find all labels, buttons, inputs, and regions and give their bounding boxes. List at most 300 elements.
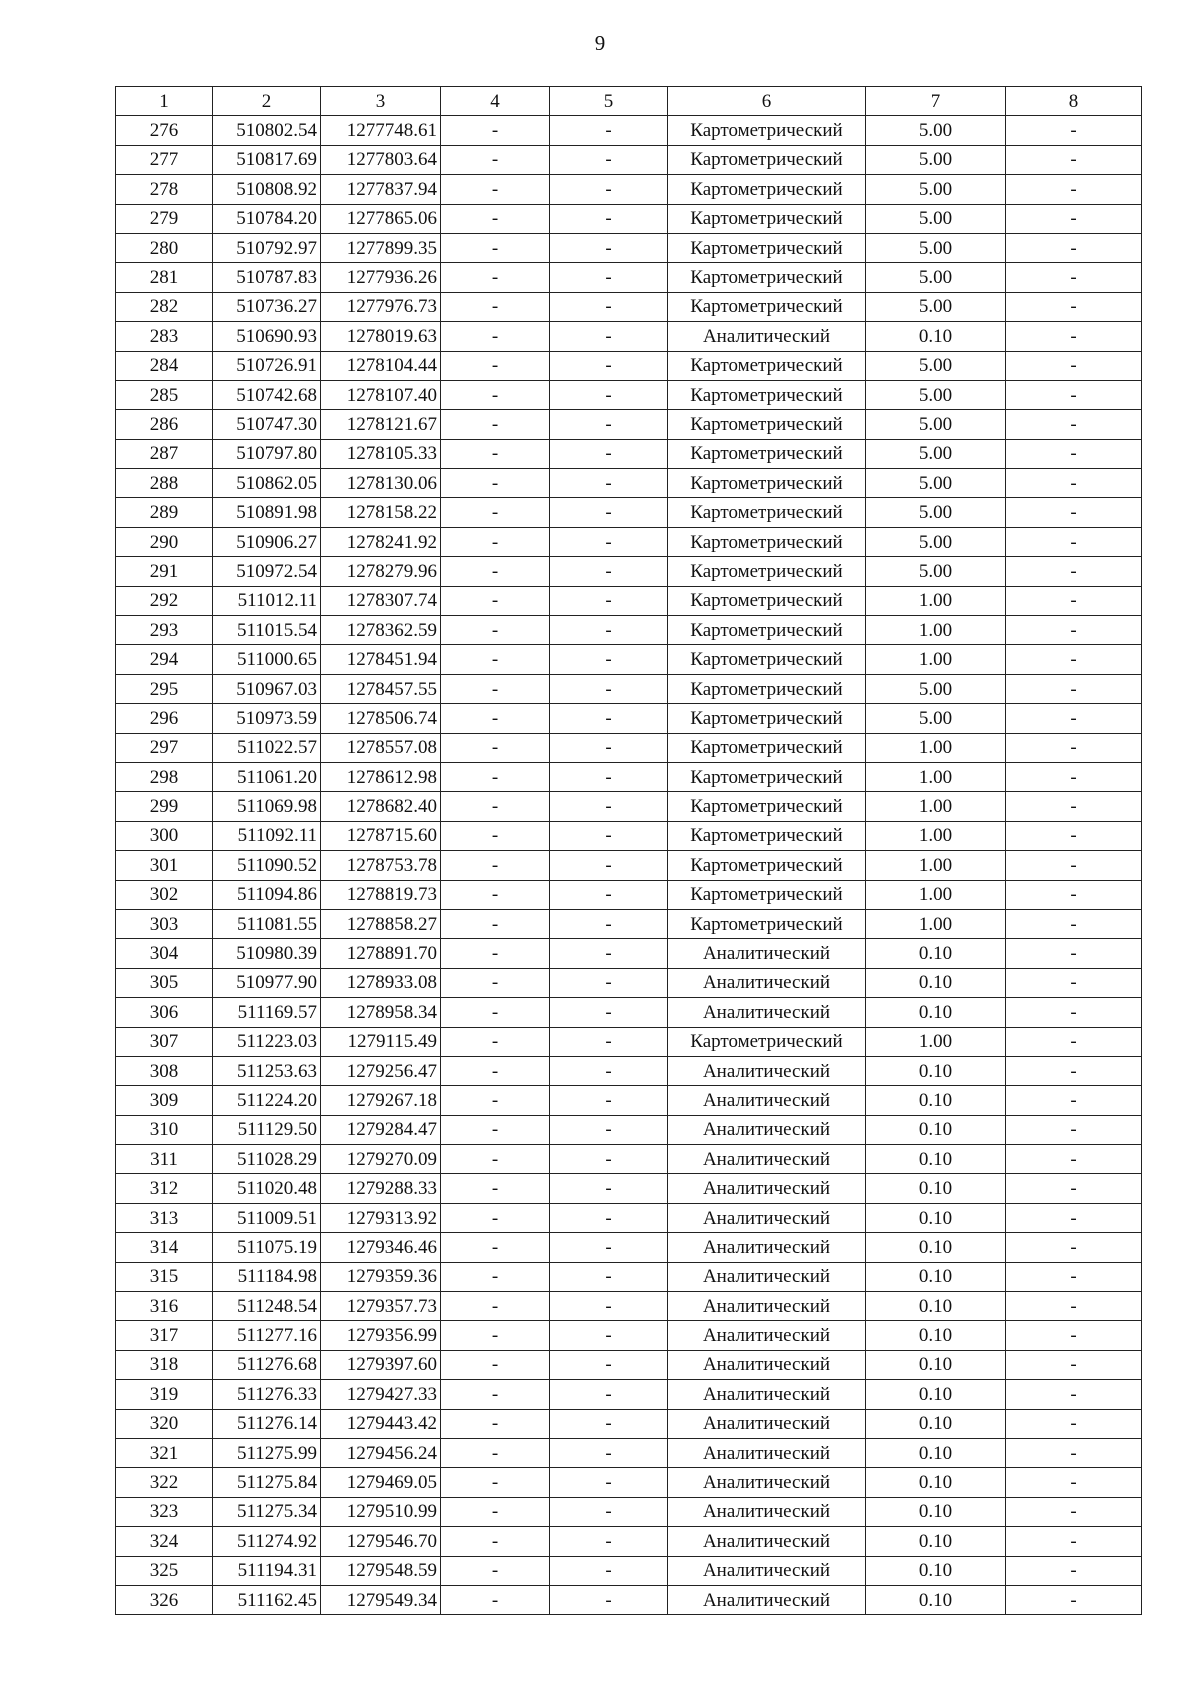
cell-col-1: 312: [116, 1174, 213, 1203]
cell-col-7: 5.00: [866, 233, 1006, 262]
cell-col-1: 320: [116, 1409, 213, 1438]
cell-col-6: Аналитический: [668, 1468, 866, 1497]
cell-col-6: Картометрический: [668, 704, 866, 733]
cell-col-1: 276: [116, 116, 213, 145]
cell-col-3: 1279443.42: [321, 1409, 441, 1438]
cell-col-8: -: [1006, 939, 1142, 968]
cell-col-1: 285: [116, 380, 213, 409]
cell-col-4: -: [441, 204, 550, 233]
cell-col-8: -: [1006, 1321, 1142, 1350]
cell-col-4: -: [441, 616, 550, 645]
cell-col-5: -: [550, 968, 668, 997]
cell-col-1: 299: [116, 792, 213, 821]
cell-col-2: 510690.93: [213, 322, 321, 351]
cell-col-1: 297: [116, 733, 213, 762]
table-row: [116, 263, 1142, 292]
column-header-7: 7: [866, 87, 1006, 116]
cell-col-1: 279: [116, 204, 213, 233]
cell-col-7: 0.10: [866, 1350, 1006, 1379]
cell-col-1: 319: [116, 1380, 213, 1409]
cell-col-1: 294: [116, 645, 213, 674]
cell-col-4: -: [441, 263, 550, 292]
cell-col-6: Картометрический: [668, 557, 866, 586]
cell-col-2: 510973.59: [213, 704, 321, 733]
cell-col-2: 511184.98: [213, 1262, 321, 1291]
cell-col-7: 1.00: [866, 880, 1006, 909]
cell-col-7: 0.10: [866, 1497, 1006, 1526]
cell-col-5: -: [550, 1321, 668, 1350]
cell-col-3: 1278107.40: [321, 380, 441, 409]
cell-col-2: 510808.92: [213, 175, 321, 204]
cell-col-2: 511223.03: [213, 1027, 321, 1056]
cell-col-7: 5.00: [866, 704, 1006, 733]
cell-col-7: 5.00: [866, 557, 1006, 586]
cell-col-4: -: [441, 968, 550, 997]
cell-col-2: 511224.20: [213, 1086, 321, 1115]
cell-col-4: -: [441, 1585, 550, 1614]
cell-col-5: -: [550, 1262, 668, 1291]
cell-col-7: 0.10: [866, 1056, 1006, 1085]
cell-col-8: -: [1006, 263, 1142, 292]
cell-col-2: 510977.90: [213, 968, 321, 997]
cell-col-8: -: [1006, 527, 1142, 556]
cell-col-6: Картометрический: [668, 880, 866, 909]
table-row: [116, 733, 1142, 762]
table-row: [116, 1027, 1142, 1056]
cell-col-2: 511090.52: [213, 851, 321, 880]
cell-col-4: -: [441, 1027, 550, 1056]
cell-col-1: 302: [116, 880, 213, 909]
cell-col-7: 1.00: [866, 909, 1006, 938]
cell-col-5: -: [550, 880, 668, 909]
cell-col-5: -: [550, 586, 668, 615]
cell-col-6: Аналитический: [668, 998, 866, 1027]
cell-col-3: 1278307.74: [321, 586, 441, 615]
cell-col-8: -: [1006, 645, 1142, 674]
cell-col-7: 0.10: [866, 1262, 1006, 1291]
cell-col-2: 511275.84: [213, 1468, 321, 1497]
cell-col-4: -: [441, 909, 550, 938]
cell-col-3: 1279456.24: [321, 1438, 441, 1467]
cell-col-5: -: [550, 909, 668, 938]
cell-col-2: 510802.54: [213, 116, 321, 145]
cell-col-1: 308: [116, 1056, 213, 1085]
cell-col-3: 1278158.22: [321, 498, 441, 527]
cell-col-7: 5.00: [866, 263, 1006, 292]
cell-col-7: 1.00: [866, 733, 1006, 762]
cell-col-6: Картометрический: [668, 762, 866, 791]
cell-col-3: 1277803.64: [321, 145, 441, 174]
cell-col-6: Картометрический: [668, 616, 866, 645]
cell-col-7: 0.10: [866, 1438, 1006, 1467]
cell-col-1: 287: [116, 439, 213, 468]
table-row: [116, 469, 1142, 498]
cell-col-8: -: [1006, 1233, 1142, 1262]
cell-col-1: 325: [116, 1556, 213, 1585]
cell-col-3: 1279546.70: [321, 1527, 441, 1556]
cell-col-8: -: [1006, 380, 1142, 409]
table-row: [116, 1292, 1142, 1321]
cell-col-4: -: [441, 1409, 550, 1438]
cell-col-5: -: [550, 1527, 668, 1556]
cell-col-3: 1278891.70: [321, 939, 441, 968]
cell-col-7: 5.00: [866, 116, 1006, 145]
cell-col-4: -: [441, 233, 550, 262]
cell-col-5: -: [550, 410, 668, 439]
cell-col-3: 1279469.05: [321, 1468, 441, 1497]
cell-col-5: -: [550, 1203, 668, 1232]
cell-col-7: 5.00: [866, 145, 1006, 174]
cell-col-5: -: [550, 292, 668, 321]
header-row: [116, 87, 1142, 116]
cell-col-4: -: [441, 645, 550, 674]
cell-col-7: 0.10: [866, 1115, 1006, 1144]
table-row: [116, 939, 1142, 968]
cell-col-8: -: [1006, 1556, 1142, 1585]
table-row: [116, 410, 1142, 439]
cell-col-1: 280: [116, 233, 213, 262]
cell-col-6: Аналитический: [668, 968, 866, 997]
cell-col-7: 5.00: [866, 175, 1006, 204]
table-row: [116, 380, 1142, 409]
cell-col-8: -: [1006, 1468, 1142, 1497]
cell-col-5: -: [550, 674, 668, 703]
table-row: [116, 998, 1142, 1027]
cell-col-4: -: [441, 704, 550, 733]
cell-col-4: -: [441, 998, 550, 1027]
cell-col-8: -: [1006, 1056, 1142, 1085]
cell-col-2: 510742.68: [213, 380, 321, 409]
cell-col-7: 5.00: [866, 380, 1006, 409]
cell-col-4: -: [441, 1556, 550, 1585]
table-row: [116, 1497, 1142, 1526]
table-row: [116, 557, 1142, 586]
cell-col-4: -: [441, 939, 550, 968]
cell-col-3: 1278241.92: [321, 527, 441, 556]
cell-col-3: 1278130.06: [321, 469, 441, 498]
cell-col-5: -: [550, 351, 668, 380]
cell-col-3: 1279270.09: [321, 1145, 441, 1174]
table-row: [116, 1145, 1142, 1174]
cell-col-2: 510797.80: [213, 439, 321, 468]
table-row: [116, 116, 1142, 145]
table-body: [116, 116, 1142, 1615]
cell-col-1: 295: [116, 674, 213, 703]
column-header-5: 5: [550, 87, 668, 116]
cell-col-6: Аналитический: [668, 1086, 866, 1115]
cell-col-5: -: [550, 322, 668, 351]
cell-col-6: Картометрический: [668, 851, 866, 880]
cell-col-4: -: [441, 1350, 550, 1379]
table-row: [116, 1203, 1142, 1232]
cell-col-2: 510980.39: [213, 939, 321, 968]
cell-col-4: -: [441, 322, 550, 351]
table-row: [116, 204, 1142, 233]
cell-col-6: Картометрический: [668, 469, 866, 498]
table-row: [116, 292, 1142, 321]
cell-col-7: 1.00: [866, 851, 1006, 880]
table-header: [116, 87, 1142, 116]
cell-col-3: 1278958.34: [321, 998, 441, 1027]
cell-col-4: -: [441, 880, 550, 909]
cell-col-8: -: [1006, 1262, 1142, 1291]
cell-col-6: Картометрический: [668, 498, 866, 527]
table-row: [116, 322, 1142, 351]
cell-col-8: -: [1006, 351, 1142, 380]
cell-col-5: -: [550, 1585, 668, 1614]
table-row: [116, 439, 1142, 468]
cell-col-3: 1279548.59: [321, 1556, 441, 1585]
cell-col-1: 283: [116, 322, 213, 351]
column-header-8: 8: [1006, 87, 1142, 116]
cell-col-7: 5.00: [866, 469, 1006, 498]
cell-col-3: 1277837.94: [321, 175, 441, 204]
cell-col-4: -: [441, 586, 550, 615]
cell-col-7: 1.00: [866, 616, 1006, 645]
cell-col-5: -: [550, 851, 668, 880]
cell-col-7: 5.00: [866, 439, 1006, 468]
table-row: [116, 1233, 1142, 1262]
cell-col-5: -: [550, 175, 668, 204]
cell-col-2: 510862.05: [213, 469, 321, 498]
cell-col-6: Аналитический: [668, 1145, 866, 1174]
cell-col-7: 0.10: [866, 1556, 1006, 1585]
cell-col-7: 5.00: [866, 527, 1006, 556]
cell-col-1: 311: [116, 1145, 213, 1174]
cell-col-1: 301: [116, 851, 213, 880]
cell-col-2: 510972.54: [213, 557, 321, 586]
table-row: [116, 1056, 1142, 1085]
cell-col-5: -: [550, 1056, 668, 1085]
cell-col-5: -: [550, 792, 668, 821]
cell-col-3: 1279313.92: [321, 1203, 441, 1232]
cell-col-4: -: [441, 116, 550, 145]
cell-col-4: -: [441, 410, 550, 439]
cell-col-7: 0.10: [866, 322, 1006, 351]
cell-col-5: -: [550, 380, 668, 409]
cell-col-6: Картометрический: [668, 380, 866, 409]
cell-col-8: -: [1006, 557, 1142, 586]
cell-col-2: 511022.57: [213, 733, 321, 762]
cell-col-5: -: [550, 233, 668, 262]
cell-col-6: Аналитический: [668, 1380, 866, 1409]
cell-col-8: -: [1006, 762, 1142, 791]
cell-col-3: 1279346.46: [321, 1233, 441, 1262]
cell-col-7: 5.00: [866, 498, 1006, 527]
cell-col-3: 1279356.99: [321, 1321, 441, 1350]
cell-col-5: -: [550, 1027, 668, 1056]
cell-col-6: Аналитический: [668, 1497, 866, 1526]
cell-col-4: -: [441, 733, 550, 762]
cell-col-1: 286: [116, 410, 213, 439]
cell-col-4: -: [441, 498, 550, 527]
cell-col-5: -: [550, 733, 668, 762]
cell-col-4: -: [441, 1292, 550, 1321]
cell-col-8: -: [1006, 1438, 1142, 1467]
cell-col-4: -: [441, 1086, 550, 1115]
cell-col-3: 1278457.55: [321, 674, 441, 703]
cell-col-2: 511276.14: [213, 1409, 321, 1438]
cell-col-5: -: [550, 527, 668, 556]
cell-col-6: Картометрический: [668, 233, 866, 262]
cell-col-2: 511015.54: [213, 616, 321, 645]
table-row: [116, 1409, 1142, 1438]
cell-col-7: 0.10: [866, 998, 1006, 1027]
table-row: [116, 762, 1142, 791]
cell-col-2: 510784.20: [213, 204, 321, 233]
cell-col-5: -: [550, 1086, 668, 1115]
cell-col-1: 296: [116, 704, 213, 733]
cell-col-3: 1278682.40: [321, 792, 441, 821]
cell-col-3: 1279288.33: [321, 1174, 441, 1203]
page-number: 9: [594, 31, 606, 55]
table-row: [116, 1468, 1142, 1497]
cell-col-7: 0.10: [866, 1380, 1006, 1409]
cell-col-7: 0.10: [866, 1585, 1006, 1614]
cell-col-1: 313: [116, 1203, 213, 1232]
cell-col-6: Аналитический: [668, 1409, 866, 1438]
cell-col-4: -: [441, 762, 550, 791]
cell-col-8: -: [1006, 292, 1142, 321]
cell-col-8: -: [1006, 616, 1142, 645]
table-row: [116, 586, 1142, 615]
cell-col-8: -: [1006, 1203, 1142, 1232]
table-row: [116, 1585, 1142, 1614]
cell-col-5: -: [550, 1233, 668, 1262]
cell-col-2: 511275.34: [213, 1497, 321, 1526]
cell-col-7: 0.10: [866, 1468, 1006, 1497]
cell-col-6: Картометрический: [668, 351, 866, 380]
cell-col-1: 303: [116, 909, 213, 938]
table-row: [116, 1262, 1142, 1291]
cell-col-5: -: [550, 557, 668, 586]
cell-col-5: -: [550, 1380, 668, 1409]
cell-col-4: -: [441, 1321, 550, 1350]
cell-col-8: -: [1006, 704, 1142, 733]
cell-col-2: 511069.98: [213, 792, 321, 821]
cell-col-8: -: [1006, 233, 1142, 262]
cell-col-2: 511194.31: [213, 1556, 321, 1585]
table-row: [116, 175, 1142, 204]
cell-col-1: 323: [116, 1497, 213, 1526]
cell-col-8: -: [1006, 851, 1142, 880]
cell-col-3: 1279115.49: [321, 1027, 441, 1056]
cell-col-5: -: [550, 998, 668, 1027]
cell-col-1: 316: [116, 1292, 213, 1321]
cell-col-1: 309: [116, 1086, 213, 1115]
cell-col-5: -: [550, 145, 668, 174]
cell-col-7: 1.00: [866, 792, 1006, 821]
cell-col-2: 511169.57: [213, 998, 321, 1027]
cell-col-5: -: [550, 1497, 668, 1526]
cell-col-6: Аналитический: [668, 1056, 866, 1085]
cell-col-2: 511129.50: [213, 1115, 321, 1144]
table-row: [116, 645, 1142, 674]
cell-col-2: 511248.54: [213, 1292, 321, 1321]
cell-col-5: -: [550, 616, 668, 645]
cell-col-3: 1279359.36: [321, 1262, 441, 1291]
cell-col-5: -: [550, 439, 668, 468]
cell-col-3: 1277865.06: [321, 204, 441, 233]
table-row: [116, 145, 1142, 174]
cell-col-1: 291: [116, 557, 213, 586]
cell-col-4: -: [441, 292, 550, 321]
cell-col-4: -: [441, 1380, 550, 1409]
table-row: [116, 1321, 1142, 1350]
table-row: [116, 233, 1142, 262]
cell-col-7: 1.00: [866, 645, 1006, 674]
cell-col-5: -: [550, 116, 668, 145]
cell-col-6: Аналитический: [668, 1115, 866, 1144]
cell-col-4: -: [441, 1056, 550, 1085]
cell-col-4: -: [441, 821, 550, 850]
cell-col-6: Аналитический: [668, 1585, 866, 1614]
cell-col-1: 304: [116, 939, 213, 968]
cell-col-4: -: [441, 1203, 550, 1232]
cell-col-6: Аналитический: [668, 1321, 866, 1350]
cell-col-3: 1278121.67: [321, 410, 441, 439]
cell-col-1: 307: [116, 1027, 213, 1056]
cell-col-7: 0.10: [866, 1321, 1006, 1350]
cell-col-8: -: [1006, 1350, 1142, 1379]
cell-col-1: 293: [116, 616, 213, 645]
cell-col-4: -: [441, 1468, 550, 1497]
cell-col-2: 511092.11: [213, 821, 321, 850]
table-row: [116, 527, 1142, 556]
cell-col-1: 318: [116, 1350, 213, 1379]
cell-col-8: -: [1006, 1115, 1142, 1144]
cell-col-3: 1279256.47: [321, 1056, 441, 1085]
cell-col-4: -: [441, 175, 550, 204]
cell-col-3: 1277899.35: [321, 233, 441, 262]
cell-col-6: Аналитический: [668, 1203, 866, 1232]
cell-col-8: -: [1006, 1174, 1142, 1203]
cell-col-1: 306: [116, 998, 213, 1027]
cell-col-2: 511009.51: [213, 1203, 321, 1232]
cell-col-6: Картометрический: [668, 1027, 866, 1056]
cell-col-6: Картометрический: [668, 792, 866, 821]
cell-col-6: Картометрический: [668, 439, 866, 468]
cell-col-5: -: [550, 469, 668, 498]
cell-col-8: -: [1006, 469, 1142, 498]
cell-col-7: 5.00: [866, 410, 1006, 439]
cell-col-3: 1279267.18: [321, 1086, 441, 1115]
cell-col-6: Картометрический: [668, 410, 866, 439]
cell-col-5: -: [550, 1115, 668, 1144]
cell-col-4: -: [441, 851, 550, 880]
cell-col-8: -: [1006, 792, 1142, 821]
cell-col-6: Картометрический: [668, 263, 866, 292]
cell-col-8: -: [1006, 998, 1142, 1027]
cell-col-6: Аналитический: [668, 1233, 866, 1262]
cell-col-5: -: [550, 821, 668, 850]
cell-col-3: 1277976.73: [321, 292, 441, 321]
cell-col-3: 1279549.34: [321, 1585, 441, 1614]
table-row: [116, 616, 1142, 645]
cell-col-7: 5.00: [866, 674, 1006, 703]
cell-col-5: -: [550, 939, 668, 968]
cell-col-2: 510726.91: [213, 351, 321, 380]
cell-col-1: 282: [116, 292, 213, 321]
cell-col-6: Картометрический: [668, 175, 866, 204]
cell-col-6: Картометрический: [668, 674, 866, 703]
cell-col-4: -: [441, 1262, 550, 1291]
cell-col-6: Аналитический: [668, 1262, 866, 1291]
cell-col-1: 289: [116, 498, 213, 527]
cell-col-7: 0.10: [866, 1527, 1006, 1556]
cell-col-3: 1278715.60: [321, 821, 441, 850]
cell-col-8: -: [1006, 968, 1142, 997]
